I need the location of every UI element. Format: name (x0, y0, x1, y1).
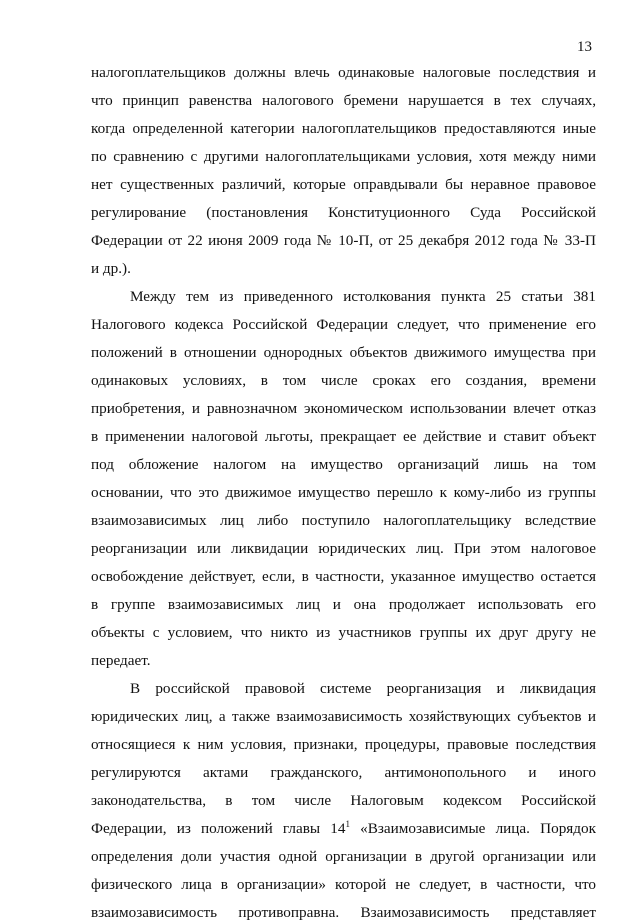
text-line: взаимозависимых лиц либо поступило налогоплательщику вследствие (91, 512, 596, 529)
text-line (91, 820, 596, 838)
text-line: передает. (91, 652, 151, 669)
text-line: юридических лиц, а также взаимозависимость хозяйствующих субъектов и (91, 708, 596, 725)
text-line: Налогового кодекса Российской Федерации следует, что применение его (91, 316, 596, 333)
text-line: реорганизации или ликвидации юридических лиц. При этом налоговое (91, 540, 596, 557)
paragraph-first-line: Между тем из приведенного истолкования пункта 25 статьи 381 (130, 288, 596, 305)
text-line: по сравнению с другими налогоплательщиками условия, хотя между ними (91, 148, 596, 165)
text-line: что принцип равенства налогового бремени нарушается в тех случаях, (91, 92, 596, 109)
text-line: физического лица в организации» которой не следует, в частности, что (91, 876, 596, 893)
text-line: и др.). (91, 260, 131, 277)
page-number: 13 (577, 39, 592, 55)
text-line: определения доли участия одной организации в другой организации или (91, 848, 596, 865)
text-line: законодательства, в том числе Налоговым кодексом Российской (91, 792, 596, 809)
text-line: в применении налоговой льготы, прекращает ее действие и ставит объект (91, 428, 596, 445)
paragraph-first-line: В российской правовой системе реорганизация и ликвидация (130, 680, 596, 697)
footnote-superscript: 1 (345, 820, 350, 829)
text-segment: «Взаимозависимые лица. Порядок (349, 820, 596, 837)
text-line: положений в отношении однородных объектов движимого имущества при (91, 344, 596, 361)
text-line: основании, что это движимое имущество перешло к кому-либо из группы (91, 484, 596, 501)
text-line: приобретения, и равнозначном экономическом использовании влечет отказ (91, 400, 596, 417)
text-segment: Федерации, из положений главы 14 (91, 820, 346, 837)
text-line: когда определенной категории налогоплательщиков предоставляются иные (91, 120, 596, 137)
text-line: относящиеся к ним условия, признаки, процедуры, правовые последствия (91, 736, 596, 753)
text-line: регулирование (постановления Конституционного Суда Российской (91, 204, 596, 221)
text-line: Федерации от 22 июня 2009 года № 10-П, от 25 декабря 2012 года № 33-П (91, 232, 596, 249)
text-line: освобождение действует, если, в частности, указанное имущество остается (91, 568, 596, 585)
text-line: регулируются актами гражданского, антимонопольного и иного (91, 764, 596, 781)
text-line: в группе взаимозависимых лиц и она продолжает использовать его (91, 596, 596, 613)
text-line: взаимозависимость противоправна. Взаимозависимость представляет (91, 904, 596, 921)
text-line: под обложение налогом на имущество организаций лишь на том (91, 456, 596, 473)
text-line: объекты с условием, что никто из участников группы их друг другу не (91, 624, 596, 641)
text-line: нет существенных различий, которые оправдывали бы неравное правовое (91, 176, 596, 193)
text-line: налогоплательщиков должны влечь одинаковые налоговые последствия и (91, 64, 596, 81)
text-line: одинаковых условиях, в том числе сроках его создания, времени (91, 372, 596, 389)
